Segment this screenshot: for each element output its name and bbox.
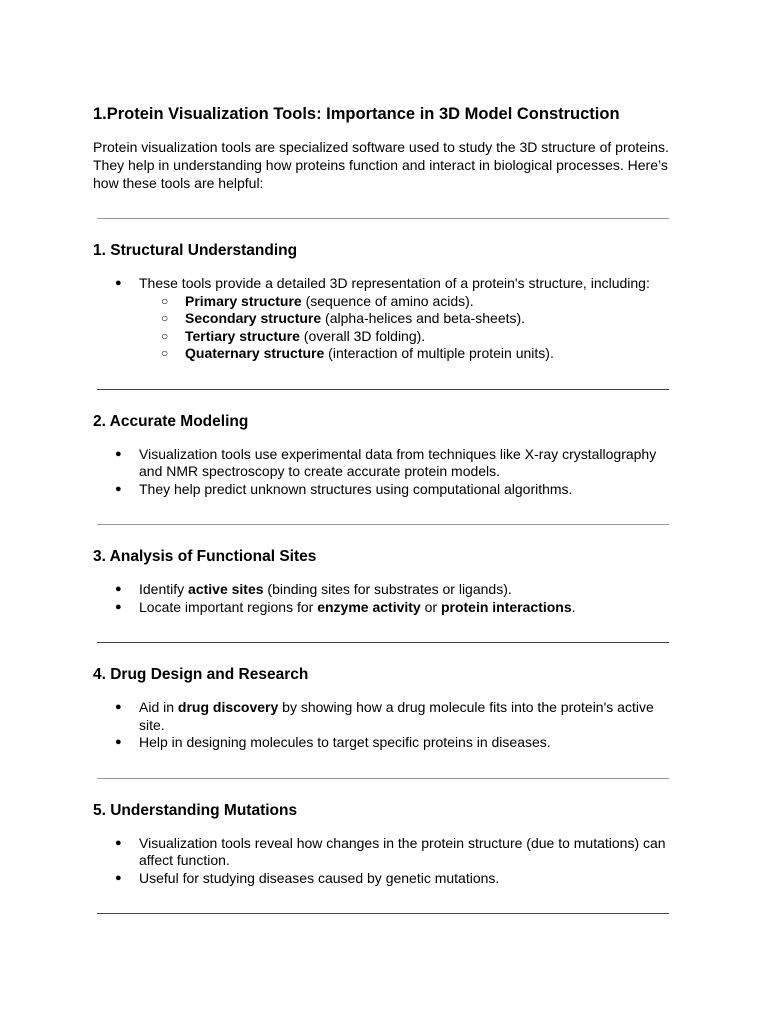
sub-list-item (139, 328, 678, 346)
list-item-text: Useful for studying diseases caused by genetic mutations. (139, 869, 500, 886)
bullet-icon: ● (115, 447, 122, 460)
sub-bullet-icon: ○ (161, 346, 169, 360)
sub-bullet-icon: ○ (161, 328, 169, 343)
section-divider (97, 389, 669, 390)
bullet-icon: ● (115, 600, 122, 613)
list-item-text: Help in designing molecules to target specific proteins in diseases. (139, 734, 551, 750)
list-item (93, 446, 678, 481)
bullet-icon: ● (115, 871, 122, 884)
list-item-text: They help predict unknown structures using computational algorithms. (139, 480, 573, 497)
bullet-icon: ● (115, 277, 122, 289)
sub-bullet-icon: ○ (161, 293, 169, 308)
list-item-text: Identify (139, 581, 189, 597)
list-item-text: or (420, 598, 441, 615)
list-item-text: Aid in (139, 699, 178, 715)
list-item-text: Visualization tools reveal how changes in the protein structure (due to mutations) can affect function. (139, 834, 666, 868)
section-divider (97, 218, 669, 219)
term-description: (overall 3D folding). (299, 327, 426, 344)
bullet-list (93, 446, 678, 499)
bullet-icon: ● (115, 736, 122, 748)
sub-list-item (139, 310, 678, 328)
term-bold: enzyme activity (317, 598, 421, 615)
bullet-list (93, 581, 678, 616)
list-item (93, 599, 678, 617)
bullet-icon: ● (115, 701, 122, 713)
bullet-icon: ● (115, 482, 122, 495)
term-bold: protein interactions (440, 598, 572, 615)
sub-list-item (139, 345, 678, 363)
sub-bullet-list (139, 293, 678, 363)
term-bold: Tertiary structure (185, 327, 300, 344)
section-divider (97, 642, 669, 643)
section-heading-mutations: 5. Understanding Mutations (93, 801, 298, 819)
section-heading-structural-understanding: 1. Structural Understanding (93, 242, 298, 259)
term-bold: active sites (188, 581, 264, 597)
term-bold: Secondary structure (185, 310, 322, 326)
list-item-text: These tools provide a detailed 3D representation of a protein's structure, including: (139, 275, 650, 291)
term-bold: Quaternary structure (185, 345, 325, 361)
section-divider (97, 524, 669, 525)
term-bold: Primary structure (185, 292, 302, 309)
list-item (93, 734, 678, 752)
sub-bullet-icon: ○ (161, 311, 169, 325)
bullet-icon: ● (115, 836, 122, 849)
section-divider (97, 778, 669, 779)
bullet-list (93, 699, 678, 752)
term-bold: drug discovery (177, 699, 279, 715)
term-description: (alpha-helices and beta-sheets). (321, 310, 526, 326)
list-item-text: by showing how a drug molecule fits into the protein's active site. (139, 699, 654, 733)
term-description: (sequence of amino acids). (301, 292, 474, 309)
list-item (93, 835, 678, 870)
section-heading-accurate-modeling: 2. Accurate Modeling (93, 412, 249, 430)
list-item (93, 699, 678, 734)
list-item (93, 581, 678, 599)
list-item (93, 481, 678, 499)
list-item-text: . (571, 598, 576, 615)
document-page (93, 103, 678, 914)
bullet-icon: ● (115, 583, 122, 595)
list-item-text: Visualization tools use experimental data from techniques like X-ray crystallography and NMR spectroscopy to create accurate protein models. (139, 445, 657, 479)
list-item (93, 275, 678, 363)
section-heading-functional-sites: 3. Analysis of Functional Sites (93, 548, 317, 565)
intro-paragraph: Protein visualization tools are specialized software used to study the 3D structure of proteins. They help in understanding how proteins function and interact in biological processes. Here’s how these tools are helpful: (93, 139, 669, 191)
bullet-list (93, 835, 678, 888)
list-item (93, 870, 678, 888)
section-heading-drug-design: 4. Drug Design and Research (93, 666, 309, 683)
term-description: (interaction of multiple protein units). (324, 345, 554, 361)
document-title: 1.Protein Visualization Tools: Importance in 3D Model Construction (93, 105, 620, 123)
list-item-text: (binding sites for substrates or ligands). (263, 581, 512, 597)
section-divider (97, 913, 669, 914)
list-item-text: Locate important regions for (139, 598, 318, 615)
bullet-list (93, 275, 678, 363)
sub-list-item (139, 293, 678, 311)
